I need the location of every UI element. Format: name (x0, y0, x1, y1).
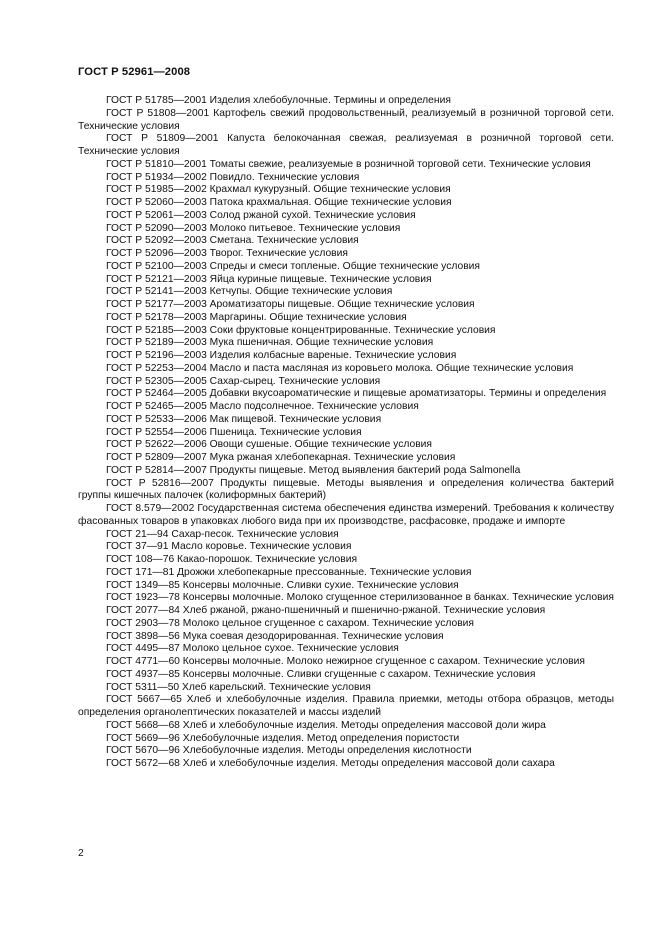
reference-item: ГОСТ 171—81 Дрожжи хлебопекарные прессованные. Технические условия (106, 566, 472, 578)
reference-item: ГОСТ Р 52096—2003 Творог. Технические условия (106, 248, 348, 259)
reference-item: ГОСТ Р 51985—2002 Крахмал кукурузный. Общие технические условия (106, 184, 451, 196)
reference-item: ГОСТ Р 52253—2004 Масло и паста масляная из коровьего молока. Общие технические условия (106, 362, 574, 374)
reference-item: ГОСТ Р 52189—2003 Мука пшеничная. Общие технические условия (106, 337, 434, 349)
reference-item: ГОСТ 5667—65 Хлеб и хлебобулочные изделия. Правила приемки, методы отбора образцов, методы определения органолептических показателей и массы изделий (78, 694, 614, 718)
reference-item: ГОСТ Р 52809—2007 Мука ржаная хлебопекарная. Технические условия (106, 452, 456, 463)
reference-item: ГОСТ 5672—68 Хлеб и хлебобулочные изделия. Методы определения массовой доли сахара (106, 758, 555, 769)
reference-item: ГОСТ 5668—68 Хлеб и хлебобулочные изделия. Методы определения массовой доли жира (106, 719, 546, 731)
reference-item: ГОСТ 4495—87 Молоко цельное сухое. Технические условия (106, 643, 399, 655)
reference-item: ГОСТ 21—94 Сахар-песок. Технические условия (106, 528, 339, 540)
reference-item: ГОСТ Р 52060—2003 Патока крахмальная. Общие технические условия (106, 197, 452, 208)
reference-item: ГОСТ 5311—50 Хлеб карельский. Технические условия (106, 681, 371, 693)
reference-item: ГОСТ Р 52090—2003 Молоко питьевое. Технические условия (106, 222, 401, 234)
reference-item: ГОСТ 5669—96 Хлебобулочные изделия. Метод определения пористости (106, 732, 460, 744)
reference-item: ГОСТ 37—91 Масло коровье. Технические условия (106, 541, 352, 553)
reference-item: ГОСТ Р 51808—2001 Картофель свежий продовольственный, реализуемый в розничной торговой сети. Технические условия (78, 107, 614, 132)
reference-item: ГОСТ Р 51934—2002 Повидло. Технические условия (106, 171, 360, 183)
reference-item: ГОСТ Р 52465—2005 Масло подсолнечное. Технические условия (106, 401, 419, 412)
normative-references-list (78, 95, 614, 771)
page-number: 2 (78, 848, 84, 859)
reference-item: ГОСТ Р 52092—2003 Сметана. Технические условия (106, 235, 359, 247)
reference-item: ГОСТ Р 52100—2003 Спреды и смеси топленые. Общие технические условия (106, 260, 481, 272)
reference-item: ГОСТ Р 52533—2006 Мак пищевой. Технические условия (106, 413, 382, 425)
reference-item: ГОСТ Р 52464—2005 Добавки вкусоароматические и пищевые ароматизаторы. Термины и определения (106, 388, 607, 400)
reference-item: ГОСТ Р 52061—2003 Солод ржаной сухой. Технические условия (106, 209, 416, 221)
reference-item: ГОСТ Р 52196—2003 Изделия колбасные вареные. Технические условия (106, 350, 457, 361)
reference-item: ГОСТ Р 52622—2006 Овощи сушеные. Общие технические условия (106, 439, 432, 451)
reference-item: ГОСТ 2903—78 Молоко цельное сгущенное с сахаром. Технические условия (106, 617, 474, 629)
reference-item: ГОСТ Р 52185—2003 Соки фруктовые концентрированные. Технические условия (106, 324, 496, 336)
reference-item: ГОСТ 3898—56 Мука соевая дезодорированная. Технические условия (106, 630, 444, 642)
reference-item: ГОСТ Р 52121—2003 Яйца куриные пищевые. Технические условия (106, 273, 432, 285)
reference-item: ГОСТ 5670—96 Хлебобулочные изделия. Методы определения кислотности (106, 745, 472, 757)
reference-item: ГОСТ 1349—85 Консервы молочные. Сливки сухие. Технические условия (106, 579, 459, 591)
reference-item: ГОСТ Р 52554—2006 Пшеница. Технические условия (106, 426, 362, 438)
reference-item: ГОСТ 8.579—2002 Государственная система обеспечения единства измерений. Требования к количеству фасованных товаров в упаковках любого вида при их производстве, расфасовке, продаже и импорте (78, 503, 614, 527)
reference-item: ГОСТ Р 51809—2001 Капуста белокочанная свежая, реализуемая в розничной торговой сети. Технические условия (78, 133, 614, 157)
reference-item: ГОСТ Р 52305—2005 Сахар-сырец. Технические условия (106, 375, 381, 387)
reference-item: ГОСТ Р 51810—2001 Томаты свежие, реализуемые в розничной торговой сети. Технические условия (106, 158, 591, 170)
reference-item: ГОСТ Р 52178—2003 Маргарины. Общие технические условия (106, 311, 407, 323)
reference-item: ГОСТ Р 52816—2007 Продукты пищевые. Методы выявления и определения количества бактерий группы кишечных палочек (колиформных бактерий) (78, 477, 614, 502)
reference-item: ГОСТ 1923—78 Консервы молочные. Молоко сгущенное стерилизованное в банках. Технические условия (106, 592, 614, 604)
reference-item: ГОСТ 4771—60 Консервы молочные. Молоко нежирное сгущенное с сахаром. Технические условия (106, 656, 585, 667)
reference-item: ГОСТ Р 52141—2003 Кетчупы. Общие технические условия (106, 286, 393, 298)
reference-item: ГОСТ 4937—85 Консервы молочные. Сливки сгущенные с сахаром. Технические условия (106, 668, 536, 680)
reference-item: ГОСТ Р 52177—2003 Ароматизаторы пищевые. Общие технические условия (106, 299, 475, 310)
reference-item: ГОСТ Р 52814—2007 Продукты пищевые. Метод выявления бактерий рода Salmonella (106, 464, 521, 476)
document-header: ГОСТ Р 52961—2008 (78, 66, 191, 78)
reference-item: ГОСТ 2077—84 Хлеб ржаной, ржано-пшеничный и пшенично-ржаной. Технические условия (106, 605, 546, 616)
reference-item: ГОСТ 108—76 Какао-порошок. Технические условия (106, 554, 358, 565)
reference-item: ГОСТ Р 51785—2001 Изделия хлебобулочные. Термины и определения (106, 95, 451, 106)
